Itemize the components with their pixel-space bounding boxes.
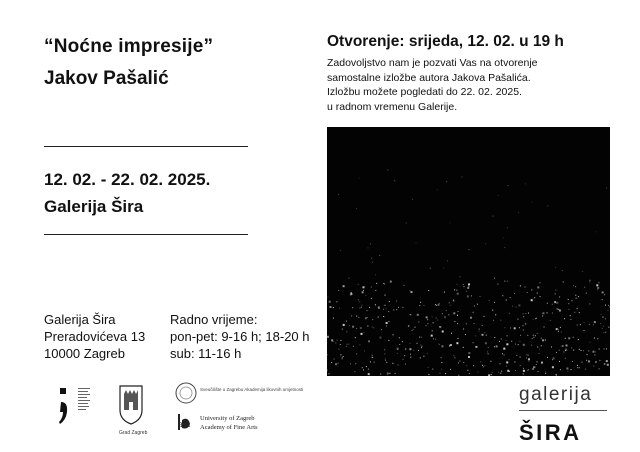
opening-hours [170, 311, 310, 362]
grad-zagreb-logo [120, 386, 142, 424]
invitation-line: u radnom vremenu Galerije. [327, 100, 458, 113]
sponsor-logos [58, 380, 308, 440]
artist-name: Jakov Pašalić [44, 68, 169, 89]
svg-text:alu: alu [178, 419, 191, 430]
hours-line: pon-pet: 9-16 h; 18-20 h [170, 329, 310, 344]
brand-sira: ŠIRA [519, 420, 582, 445]
grad-zagreb-label: Grad Zagreb [119, 430, 148, 436]
opening-heading: Otvorenje: srijeda, 12. 02. u 19 h [327, 33, 564, 50]
brand-galerija: galerija [519, 384, 593, 405]
exhibition-dates: 12. 02. - 22. 02. 2025. [44, 170, 211, 189]
exhibition-title: “Noćne impresije” [44, 36, 214, 57]
invitation-line: Izložbu možete pogledati do 22. 02. 2025. [327, 86, 522, 98]
gallery-address [44, 311, 145, 362]
ministry-logo [59, 386, 90, 424]
night-city-image [327, 127, 610, 376]
academy-en-line2: Academy of Fine Arts [200, 424, 258, 431]
address-line: Preradovićeva 13 [44, 329, 146, 344]
academy-en-line1: University of Zagreb [200, 415, 255, 422]
divider-top [44, 146, 248, 147]
address-line: 10000 Zagreb [44, 346, 125, 361]
academy-hr-label: Sveučilište u Zagrebu Akademija likovnih umjetnosti [200, 387, 304, 392]
night-city-photo [327, 127, 610, 376]
hours-line: Radno vrijeme: [170, 312, 258, 327]
invitation-line: samostalne izložbe autora Jakova Pašalića. [327, 71, 531, 84]
academy-seal [176, 383, 196, 430]
invitation-text [327, 56, 538, 114]
address-line: Galerija Šira [44, 312, 116, 327]
brand-divider [519, 410, 607, 411]
divider-bottom [44, 234, 248, 235]
invitation-line: Zadovoljstvo nam je pozvati Vas na otvorenje [327, 57, 538, 69]
hours-line: sub: 11-16 h [170, 346, 242, 361]
gallery-name: Galerija Šira [44, 197, 144, 216]
